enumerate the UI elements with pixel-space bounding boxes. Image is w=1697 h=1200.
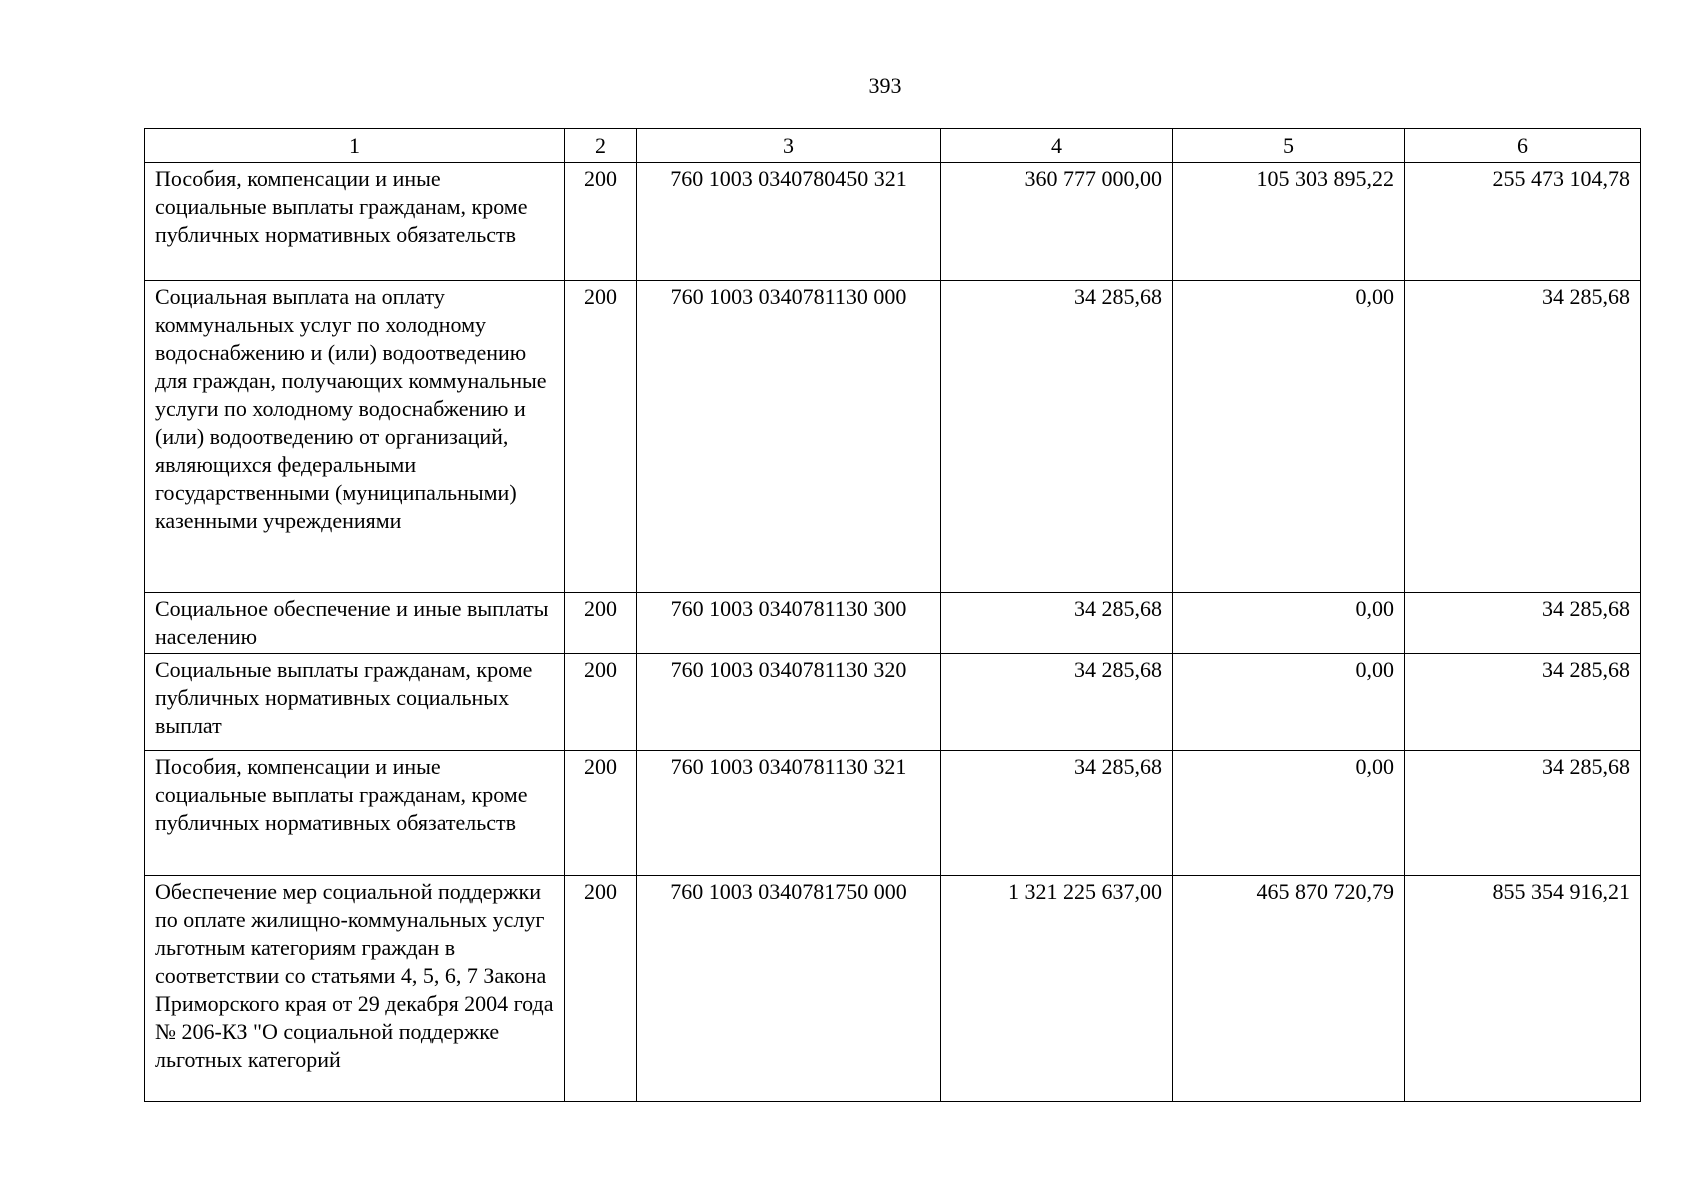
row-col5: 0,00: [1173, 281, 1405, 593]
row-col6: 34 285,68: [1405, 281, 1641, 593]
row-name: Пособия, компенсации и иные социальные выплаты гражданам, кроме публичных нормативных обязательств: [145, 163, 565, 281]
row-name: Социальные выплаты гражданам, кроме публичных нормативных социальных выплат: [145, 654, 565, 751]
row-col4: 34 285,68: [941, 654, 1173, 751]
row-col4: 34 285,68: [941, 751, 1173, 876]
row-col5: 105 303 895,22: [1173, 163, 1405, 281]
row-col4: 1 321 225 637,00: [941, 876, 1173, 1102]
row-col2: 200: [565, 593, 637, 654]
row-name: Социальная выплата на оплату коммунальных услуг по холодному водоснабжению и (или) водоотведению для граждан, получающих коммунальные услуги по холодному водоснабжению и (или) водоотведению от организаций, являющихся федеральными государственными (муниципальными) казенными учреждениями: [145, 281, 565, 593]
table-row: [145, 654, 1641, 751]
row-col2: 200: [565, 876, 637, 1102]
column-header-5: 5: [1173, 129, 1405, 163]
row-code: 760 1003 0340781750 000: [637, 876, 941, 1102]
column-header-1: 1: [145, 129, 565, 163]
row-col2: 200: [565, 751, 637, 876]
report-table: [144, 128, 1641, 1102]
row-code: 760 1003 0340780450 321: [637, 163, 941, 281]
row-code: 760 1003 0340781130 300: [637, 593, 941, 654]
row-col2: 200: [565, 281, 637, 593]
row-col4: 34 285,68: [941, 593, 1173, 654]
page-number: 393: [868, 73, 902, 98]
header-row: [145, 129, 1641, 163]
row-col6: 855 354 916,21: [1405, 876, 1641, 1102]
row-code: 760 1003 0340781130 320: [637, 654, 941, 751]
row-col4: 34 285,68: [941, 281, 1173, 593]
row-col2: 200: [565, 654, 637, 751]
column-header-4: 4: [941, 129, 1173, 163]
row-col2: 200: [565, 163, 637, 281]
table-row: [145, 593, 1641, 654]
row-col6: 34 285,68: [1405, 751, 1641, 876]
row-col5: 0,00: [1173, 654, 1405, 751]
column-header-2: 2: [565, 129, 637, 163]
column-header-6: 6: [1405, 129, 1641, 163]
table-row: [145, 281, 1641, 593]
column-header-3: 3: [637, 129, 941, 163]
row-code: 760 1003 0340781130 000: [637, 281, 941, 593]
row-col6: 34 285,68: [1405, 593, 1641, 654]
table-row: [145, 163, 1641, 281]
row-code: 760 1003 0340781130 321: [637, 751, 941, 876]
row-col6: 34 285,68: [1405, 654, 1641, 751]
row-name: Обеспечение мер социальной поддержки по оплате жилищно-коммунальных услуг льготным категориям граждан в соответствии со статьями 4, 5, 6, 7 Закона Приморского края от 29 декабря 2004 года № 206-КЗ "О социальной поддержке льготных категорий: [145, 876, 565, 1102]
row-name: Социальное обеспечение и иные выплаты населению: [145, 593, 565, 654]
row-col5: 0,00: [1173, 751, 1405, 876]
table-row: [145, 876, 1641, 1102]
row-name: Пособия, компенсации и иные социальные выплаты гражданам, кроме публичных нормативных обязательств: [145, 751, 565, 876]
row-col6: 255 473 104,78: [1405, 163, 1641, 281]
row-col5: 0,00: [1173, 593, 1405, 654]
table-row: [145, 751, 1641, 876]
row-col5: 465 870 720,79: [1173, 876, 1405, 1102]
row-col4: 360 777 000,00: [941, 163, 1173, 281]
